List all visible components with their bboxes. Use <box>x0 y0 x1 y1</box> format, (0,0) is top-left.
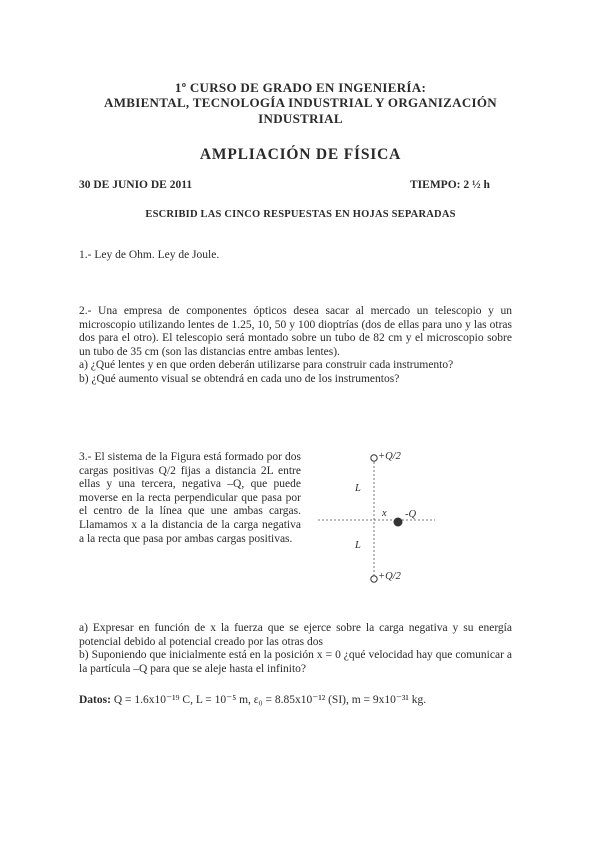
question-2 <box>79 305 512 387</box>
course-line-3: INDUSTRIAL <box>258 111 343 126</box>
upper-distance-label: L <box>355 483 361 494</box>
question-2-intro: 2.- Una empresa de componentes ópticos desea sacar al mercado un telescopio y un microscopio utilizando lentes de 1.25, 10, 50 y 100 dioptrías (dos de ellas para uno y las otras dos para el otro). El telescopio será montado sobre un tubo de 82 cm y el microscopio sobre un tubo de 35 cm (son las distancias entre ambas lentes). <box>79 305 512 358</box>
x-distance-label: x <box>382 508 387 519</box>
data-label: Datos: <box>79 694 111 706</box>
question-3-data <box>79 692 426 706</box>
question-2-a: a) ¿Qué lentes y en que orden deberán utilizarse para construir cada instrumento? <box>79 359 454 372</box>
top-positive-charge <box>371 455 377 461</box>
top-charge-label: +Q/2 <box>378 451 401 462</box>
question-3-b: b) Suponiendo que inicialmente está en la posición x = 0 ¿qué velocidad hay que comunicar a la partícula –Q para que se aleje hasta el infinito? <box>79 649 512 675</box>
negative-charge <box>394 518 403 527</box>
lower-distance-label: L <box>355 540 361 551</box>
question-1: 1.- Ley de Ohm. Ley de Joule. <box>79 249 220 261</box>
data-values: Q = 1.6x10⁻¹⁹ C, L = 10⁻⁵ m, ε₀ = 8.85x10⁻¹² (SI), m = 9x10⁻³¹ kg. <box>113 694 427 706</box>
bottom-positive-charge <box>371 576 377 582</box>
exam-time: TIEMPO: 2 ½ h <box>410 179 490 191</box>
exam-date: 30 DE JUNIO DE 2011 <box>79 179 193 191</box>
bottom-charge-label: +Q/2 <box>378 571 401 582</box>
subject-title: AMPLIACIÓN DE FÍSICA <box>199 146 402 163</box>
course-line-2: AMBIENTAL, TECNOLOGÍA INDUSTRIAL Y ORGANIZACIÓN <box>104 95 497 110</box>
instruction: ESCRIBID LAS CINCO RESPUESTAS EN HOJAS SEPARADAS <box>145 209 456 220</box>
question-2-b: b) ¿Qué aumento visual se obtendrá en cada uno de los instrumentos? <box>79 372 400 385</box>
question-3-a: a) Expresar en función de x la fuerza que se ejerce sobre la carga negativa y su energía potencial debido al potencial creado por las otras dos <box>79 622 512 648</box>
question-3-intro: 3.- El sistema de la Figura está formado por dos cargas positivas Q/2 fijas a distancia 2L entre ellas y una tercera, negativa –Q, que puede moverse en la recta perpendicular que pasa por el centro de la línea que une ambas cargas. Llamamos x a la distancia de la carga negativa a la recta que pasa por ambas cargas positivas. <box>79 451 301 545</box>
question-3-parts <box>79 622 512 676</box>
course-line-1: 1º CURSO DE GRADO EN INGENIERÍA: <box>174 80 427 95</box>
negative-charge-label: -Q <box>405 509 417 520</box>
